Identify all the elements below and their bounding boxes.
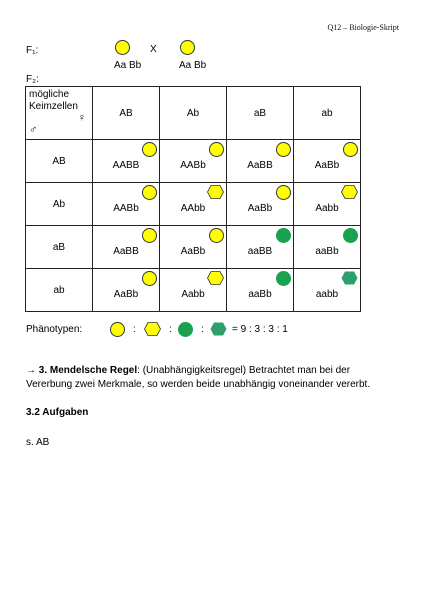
genotype-cell — [294, 226, 361, 269]
green-circle-icon — [343, 228, 358, 243]
genotype-cell — [160, 140, 227, 183]
female-symbol: ♀ — [77, 112, 86, 124]
genotype-cell — [93, 269, 160, 312]
parent1-genotype: Aa Bb — [114, 60, 142, 71]
yellow-circle-icon — [276, 185, 291, 200]
genotype-cell — [294, 269, 361, 312]
rule-text-line1: (Unabhängigkeitsregel) Betrachtet man bei der — [139, 365, 351, 376]
genotype-cell — [93, 183, 160, 226]
column-header: Ab — [160, 87, 227, 140]
genotype-cell — [227, 269, 294, 312]
genotype-label: AaBB — [113, 245, 139, 257]
genotype-label: AABB — [112, 159, 140, 171]
row-header: Ab — [26, 183, 93, 226]
column-header: AB — [93, 87, 160, 140]
genotype-label: aabb — [315, 288, 339, 300]
column-header: aB — [227, 87, 294, 140]
genotype-label: AaBb — [314, 159, 340, 171]
yellow-circle-icon — [142, 142, 157, 157]
yellow-hexagon-icon — [341, 185, 358, 199]
genotype-cell — [93, 140, 160, 183]
table-header-row — [26, 87, 361, 140]
genotype-label: AaBb — [180, 245, 206, 257]
male-symbol: ♂ — [29, 124, 38, 136]
parent2-genotype: Aa Bb — [179, 60, 207, 71]
genotype-cell — [160, 183, 227, 226]
yellow-circle-icon — [180, 40, 195, 55]
green-hexagon-icon — [341, 271, 358, 285]
phenotype-ratio: = 9 : 3 : 3 : 1 — [232, 324, 288, 335]
genotype-label: aaBb — [315, 245, 339, 257]
genotype-label: Aabb — [315, 202, 339, 214]
f1-label: F₁: — [26, 45, 39, 56]
genotype-label: AaBB — [247, 159, 273, 171]
yellow-circle-icon — [276, 142, 291, 157]
genotype-cell — [227, 140, 294, 183]
yellow-circle-icon — [209, 142, 224, 157]
yellow-circle-icon — [209, 228, 224, 243]
column-header: ab — [294, 87, 361, 140]
green-circle-icon — [178, 322, 193, 337]
f2-label: F₂: — [26, 74, 39, 85]
genotype-cell — [93, 226, 160, 269]
table-row — [26, 140, 361, 183]
row-header: AB — [26, 140, 93, 183]
row-header: ab — [26, 269, 93, 312]
genotype-label: AABb — [180, 159, 206, 171]
table-row — [26, 269, 361, 312]
yellow-hexagon-icon — [144, 322, 161, 336]
genotype-cell — [160, 226, 227, 269]
green-circle-icon — [276, 271, 291, 286]
genotype-label: AABb — [113, 202, 139, 214]
cross-symbol: X — [150, 44, 157, 55]
table-row — [26, 183, 361, 226]
yellow-circle-icon — [142, 271, 157, 286]
page-header: Q12 – Biologie-Skript — [327, 23, 399, 32]
green-hexagon-icon — [210, 322, 227, 336]
corner-cell — [26, 87, 93, 140]
yellow-circle-icon — [142, 228, 157, 243]
genotype-cell — [160, 269, 227, 312]
yellow-circle-icon — [142, 185, 157, 200]
rule-colon: : — [137, 365, 140, 376]
yellow-circle-icon — [343, 142, 358, 157]
yellow-circle-icon — [110, 322, 125, 337]
genotype-label: Aabb — [181, 288, 205, 300]
genotype-label: AAbb — [180, 202, 206, 214]
phenotypes-label: Phänotypen: — [26, 324, 83, 335]
yellow-hexagon-icon — [207, 185, 224, 199]
genotype-cell — [227, 226, 294, 269]
yellow-hexagon-icon — [207, 271, 224, 285]
yellow-circle-icon — [115, 40, 130, 55]
rule-paragraph — [26, 364, 406, 378]
arrow-icon: → — [26, 365, 36, 376]
genotype-label: AaBb — [113, 288, 139, 300]
green-circle-icon — [276, 228, 291, 243]
genotype-cell — [227, 183, 294, 226]
row-header: aB — [26, 226, 93, 269]
section-body: s. AB — [26, 437, 50, 448]
section-title: 3.2 Aufgaben — [26, 407, 89, 418]
ratio-separator: : — [169, 324, 172, 335]
rule-text-line2: Vererbung zwei Merkmale, so werden beide unabhängig voneinander vererbt. — [26, 379, 371, 390]
genotype-label: aaBB — [247, 245, 273, 257]
corner-line2: Keimzellen — [29, 101, 78, 112]
punnett-square — [25, 86, 361, 312]
rule-title: 3. Mendelsche Regel — [38, 365, 138, 376]
genotype-label: AaBb — [247, 202, 273, 214]
genotype-cell — [294, 183, 361, 226]
genotype-label: aaBb — [248, 288, 272, 300]
corner-line1: mögliche — [29, 89, 70, 100]
genotype-cell — [294, 140, 361, 183]
ratio-separator: : — [133, 324, 136, 335]
table-row — [26, 226, 361, 269]
ratio-separator: : — [201, 324, 204, 335]
